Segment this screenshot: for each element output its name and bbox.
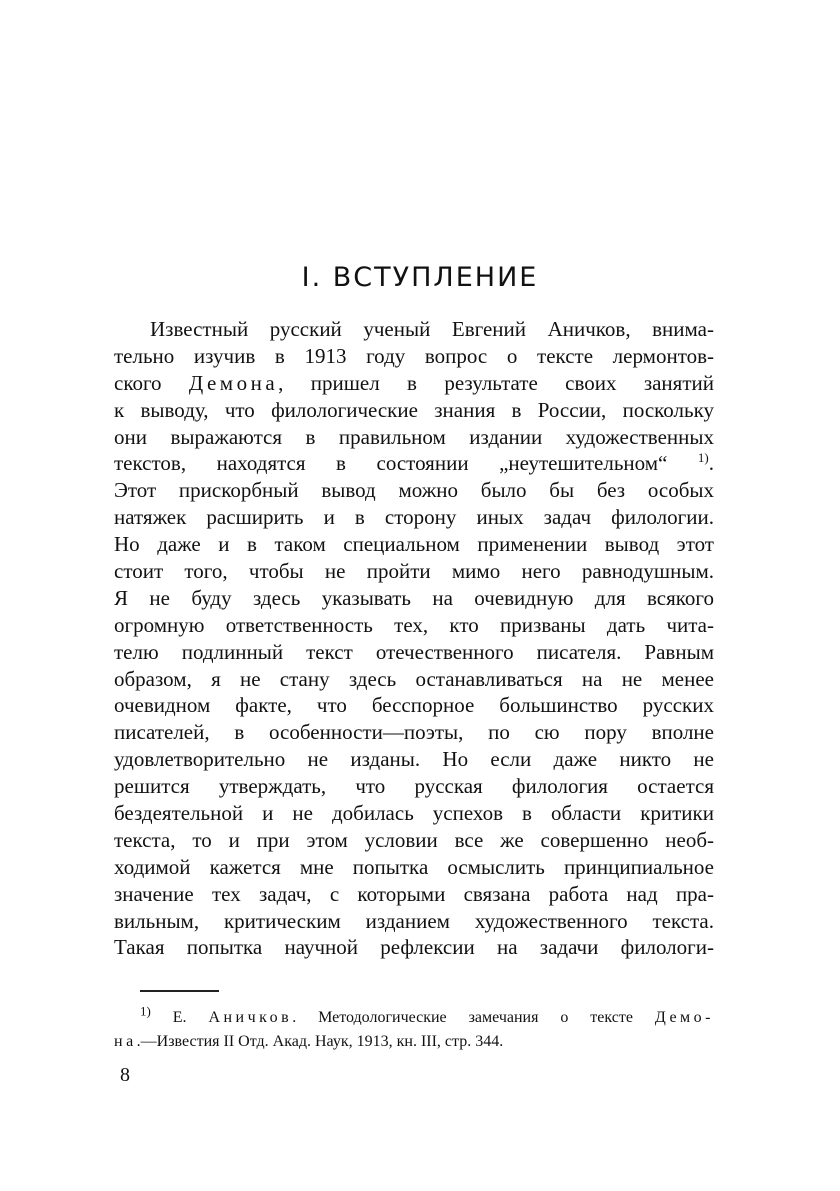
text-line: текста, то и при этом условии все же совершенно необ- [114,827,714,852]
text-fragment: , пришел в результате своих занятий [278,370,714,395]
text-line: Этот прискорбный вывод можно было бы без особых [114,478,714,503]
footnote-work-title: на [114,1033,137,1050]
text-fragment: . [708,451,714,476]
footnote-reference[interactable]: 1) [697,450,709,466]
footnote-text: . Методологические замечания о тексте [292,1009,655,1026]
text-line: Я не буду здесь указывать на очевидную для всякого [114,585,714,610]
text-line: они выражаются в правильном издании художественных [114,424,714,449]
footnote-text: .—Известия II Отд. Акад. Наук, 1913, кн. III, стр. 344. [136,1033,504,1050]
text-line: удовлетворительно не изданы. Но если даже никто не [114,747,714,772]
text-line: бездеятельной и не добилась успехов в области критики [114,801,714,826]
text-line: тельно изучив в 1913 году вопрос о тексте лермонтов- [114,343,714,368]
text-line: очевидном факте, что бесспорное большинство русских [114,693,714,718]
footnote-divider [140,990,219,992]
page-number: 8 [120,1064,130,1086]
text-line: телю подлинный текст отечественного писателя. Равным [114,639,714,664]
text-line: стоит того, чтобы не пройти мимо него равнодушным. [114,559,714,584]
footnote-line [114,1030,714,1054]
text-line: вильным, критическим изданием художественного текста. [114,908,714,933]
text-line: натяжек расширить и в сторону иных задач филологии. [114,505,714,530]
text-line: Но даже и в таком специальном применении вывод этот [114,532,714,557]
text-line: Известный русский ученый Евгений Аничков, внима- [150,317,714,341]
text-line: значение тех задач, с которыми связана работа над пра- [114,881,714,906]
footnote [114,1003,714,1054]
work-title-emphasis: Демона [188,370,279,395]
text-line: Такая попытка научной рефлексии на задачи филологи- [114,935,714,960]
main-text [114,316,714,961]
footnote-author-initial: Е. [172,1009,187,1026]
text-line [114,450,714,477]
footnote-author: Аничков [208,1009,293,1026]
footnote-line [114,1003,714,1030]
text-line: ходимой кажется мне попытка осмыслить принципиальное [114,854,714,879]
text-fragment: текстов, находятся в состоянии „неутешительном“ [114,451,698,476]
text-line: решится утверждать, что русская филология остается [114,774,714,799]
section-heading: I. ВСТУПЛЕНИЕ [301,262,539,293]
footnote-work-title: Демо- [654,1009,714,1026]
text-line: образом, я не стану здесь останавливаться на не менее [114,666,714,691]
text-line: к выводу, что филологические знания в России, поскольку [114,397,714,422]
text-fragment: ского [114,370,189,395]
footnote-marker: 1) [140,1003,151,1019]
text-line: огромную ответственность тех, кто призваны дать чита- [114,612,714,637]
text-line: писателей, в особенности—поэты, по сю пору вполне [114,720,714,745]
text-line [114,370,714,397]
